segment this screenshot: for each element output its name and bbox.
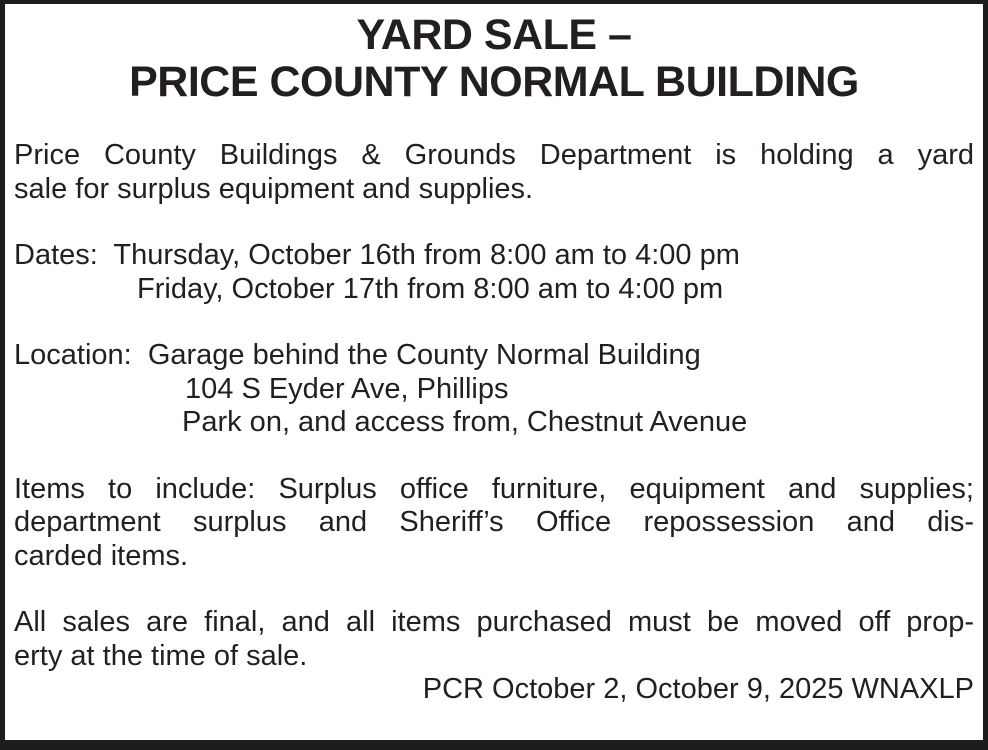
terms-line-1: All sales are final, and all items purchased must be moved off prop- xyxy=(14,606,974,638)
location-line-2: 104 S Eyder Ave, Phillips xyxy=(185,372,509,405)
dates-line-1: Dates: Thursday, October 16th from 8:00 am to 4:00 pm xyxy=(14,239,740,271)
ad-body xyxy=(14,139,974,707)
dates-line-2: Friday, October 17th from 8:00 am to 4:00 pm xyxy=(137,272,724,305)
items-line-2: department surplus and Sheriff’s Office repossession and dis- xyxy=(14,506,974,538)
intro-paragraph xyxy=(14,139,974,206)
publication-footer: PCR October 2, October 9, 2025 WNAXLP xyxy=(422,673,974,705)
location-line-3: Park on, and access from, Chestnut Avenue xyxy=(182,406,748,438)
terms-line-2: erty at the time of sale. xyxy=(14,639,308,672)
intro-line-1: Price County Buildings & Grounds Department is holding a yard xyxy=(14,139,974,171)
intro-line-2: sale for surplus equipment and supplies. xyxy=(14,172,534,205)
ad-title-line-2: PRICE COUNTY NORMAL BUILDING xyxy=(129,58,859,106)
ad-title xyxy=(14,12,974,106)
ad-title-line-1: YARD SALE – xyxy=(356,11,632,59)
terms-paragraph xyxy=(14,606,974,673)
location-line-1: Location: Garage behind the County Normal Building xyxy=(14,339,701,371)
dates-paragraph xyxy=(14,239,974,306)
items-line-1: Items to include: Surplus office furniture, equipment and supplies; xyxy=(14,472,974,505)
items-line-3: carded items. xyxy=(14,539,189,572)
items-paragraph xyxy=(14,473,974,574)
location-paragraph xyxy=(14,339,974,440)
